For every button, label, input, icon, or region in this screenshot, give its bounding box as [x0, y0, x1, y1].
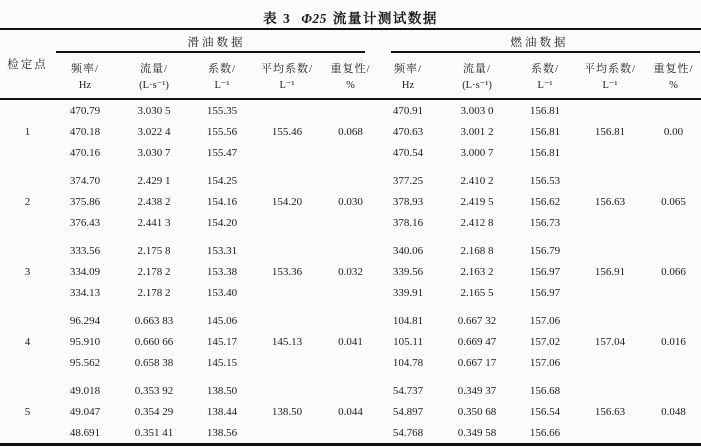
cell-average-coefficient-fuel: 156.91: [594, 265, 626, 278]
cell-frequency-fuel: 54.737: [392, 384, 424, 397]
cell-frequency-fuel: 378.93: [392, 195, 424, 208]
cell-flow-rate-lube: 0.351 41: [134, 426, 174, 439]
flowmeter-test-data-table: [0, 28, 701, 446]
cell-coefficient-fuel: 156.66: [529, 426, 561, 439]
col-header-lube-3: 平均系数/: [260, 62, 314, 75]
group-spacer-row: [0, 303, 701, 310]
cell-coefficient-lube: 138.44: [206, 405, 238, 418]
cell-average-coefficient-lube: 153.36: [271, 265, 303, 278]
cell-repeatability-fuel: 0.066: [661, 265, 686, 278]
col-unit-fuel-1: (L·s⁻¹): [438, 77, 516, 99]
group-spacer-row: [0, 233, 701, 240]
cell-coefficient-fuel: 156.97: [529, 265, 561, 278]
col-unit-fuel-3: L⁻¹: [574, 77, 646, 99]
group-spacer-row: [0, 373, 701, 380]
cell-average-coefficient-fuel: 156.63: [594, 405, 626, 418]
data-row-point5-run1: [0, 380, 701, 401]
cell-coefficient-lube: 138.56: [206, 426, 238, 439]
cell-average-coefficient-lube: 138.50: [271, 405, 303, 418]
cell-frequency-lube: 48.691: [69, 426, 101, 439]
group-spacer-row: [0, 163, 701, 170]
flowmeter-model: Φ25: [301, 11, 327, 26]
cell-coefficient-lube: 155.47: [206, 146, 238, 159]
cell-calibration-point: 4: [24, 335, 31, 348]
col-header-fuel-0: 频率/: [394, 62, 423, 75]
data-row-point2-run1: [0, 170, 701, 191]
cell-flow-rate-lube: 2.175 8: [137, 244, 171, 257]
cell-frequency-lube: 96.294: [69, 314, 101, 327]
col-unit-lube-3: L⁻¹: [251, 77, 323, 99]
col-header-fuel-3: 平均系数/: [584, 62, 637, 75]
cell-frequency-fuel: 54.768: [392, 426, 424, 439]
table-title: [0, 0, 701, 28]
cell-frequency-lube: 375.86: [69, 195, 101, 208]
cell-coefficient-fuel: 156.68: [529, 384, 561, 397]
cell-coefficient-lube: 138.50: [206, 384, 238, 397]
cell-coefficient-fuel: 156.81: [529, 104, 561, 117]
cell-flow-rate-fuel: 2.419 5: [460, 195, 494, 208]
cell-frequency-lube: 333.56: [69, 244, 101, 257]
cell-flow-rate-fuel: 0.350 68: [457, 405, 497, 418]
cell-repeatability-fuel: 0.065: [661, 195, 686, 208]
cell-calibration-point: 3: [24, 265, 31, 278]
cell-calibration-point: 5: [24, 405, 31, 418]
cell-coefficient-lube: 154.20: [206, 216, 238, 229]
table-number: 表 3: [263, 11, 292, 26]
cell-coefficient-fuel: 157.06: [529, 356, 561, 369]
col-unit-lube-2: L⁻¹: [193, 77, 251, 99]
cell-repeatability-fuel: 0.016: [661, 335, 686, 348]
cell-flow-rate-lube: 2.438 2: [137, 195, 171, 208]
table-header: [0, 29, 701, 99]
cell-flow-rate-lube: 0.658 38: [134, 356, 174, 369]
cell-coefficient-lube: 145.15: [206, 356, 238, 369]
cell-frequency-lube: 374.70: [69, 174, 101, 187]
cell-flow-rate-lube: 3.030 5: [137, 104, 171, 117]
cell-flow-rate-lube: 2.178 2: [137, 265, 171, 278]
cell-frequency-fuel: 377.25: [392, 174, 424, 187]
cell-flow-rate-lube: 0.660 66: [134, 335, 174, 348]
cell-repeatability-lube: 0.044: [338, 405, 363, 418]
col-unit-lube-1: (L·s⁻¹): [115, 77, 193, 99]
cell-frequency-fuel: 105.11: [393, 335, 423, 348]
cell-frequency-fuel: 104.78: [392, 356, 424, 369]
cell-coefficient-lube: 145.17: [206, 335, 238, 348]
group-header-row: [0, 29, 701, 53]
cell-flow-rate-lube: 2.441 3: [137, 216, 171, 229]
group-header-fuel-oil: 燃油数据: [378, 29, 701, 53]
cell-frequency-fuel: 340.06: [392, 244, 424, 257]
cell-repeatability-lube: 0.032: [338, 265, 363, 278]
cell-frequency-lube: 470.16: [69, 146, 101, 159]
spacer-cell: [0, 233, 701, 240]
cell-flow-rate-fuel: 3.003 0: [460, 104, 494, 117]
data-row-point1-run1: [0, 99, 701, 121]
cell-repeatability-lube: 0.041: [338, 335, 363, 348]
col-unit-lube-0: Hz: [55, 77, 115, 99]
cell-coefficient-fuel: 156.54: [529, 405, 561, 418]
col-header-lube-4: 重复性/: [330, 62, 371, 75]
cell-coefficient-fuel: 156.62: [529, 195, 561, 208]
cell-frequency-fuel: 470.63: [392, 125, 424, 138]
cell-coefficient-lube: 154.25: [206, 174, 238, 187]
cell-average-coefficient-lube: 145.13: [271, 335, 303, 348]
cell-flow-rate-fuel: 2.168 8: [460, 244, 494, 257]
cell-flow-rate-lube: 3.030 7: [137, 146, 171, 159]
cell-coefficient-fuel: 156.73: [529, 216, 561, 229]
corner-header-calibration-point: 检定点: [0, 29, 55, 99]
cell-frequency-lube: 49.018: [69, 384, 101, 397]
cell-frequency-fuel: 339.91: [392, 286, 424, 299]
group-header-lube-oil: 滑油数据: [55, 29, 378, 53]
cell-flow-rate-fuel: 3.000 7: [460, 146, 494, 159]
cell-flow-rate-fuel: 0.667 32: [457, 314, 497, 327]
cell-frequency-lube: 470.18: [69, 125, 101, 138]
cell-frequency-fuel: 339.56: [392, 265, 424, 278]
col-unit-fuel-0: Hz: [378, 77, 438, 99]
cell-average-coefficient-fuel: 156.81: [594, 125, 626, 138]
spacer-cell: [0, 373, 701, 380]
data-row-point3-run1: [0, 240, 701, 261]
cell-frequency-fuel: 54.897: [392, 405, 424, 418]
cell-flow-rate-lube: 2.429 1: [137, 174, 171, 187]
table-body: [0, 99, 701, 445]
column-unit-row: [0, 77, 701, 99]
col-unit-lube-4: %: [323, 77, 378, 99]
cell-flow-rate-fuel: 0.669 47: [457, 335, 497, 348]
cell-average-coefficient-fuel: 156.63: [594, 195, 626, 208]
cell-coefficient-lube: 155.35: [206, 104, 238, 117]
cell-frequency-fuel: 470.54: [392, 146, 424, 159]
cell-repeatability-lube: 0.068: [338, 125, 363, 138]
cell-flow-rate-fuel: 2.165 5: [460, 286, 494, 299]
cell-flow-rate-lube: 3.022 4: [137, 125, 171, 138]
cell-flow-rate-fuel: 2.412 8: [460, 216, 494, 229]
cell-flow-rate-lube: 0.354 29: [134, 405, 174, 418]
cell-coefficient-fuel: 156.79: [529, 244, 561, 257]
cell-coefficient-fuel: 156.97: [529, 286, 561, 299]
cell-frequency-lube: 334.13: [69, 286, 101, 299]
cell-flow-rate-lube: 0.353 92: [134, 384, 174, 397]
cell-coefficient-fuel: 156.81: [529, 146, 561, 159]
cell-repeatability-lube: 0.030: [338, 195, 363, 208]
cell-coefficient-fuel: 156.81: [529, 125, 561, 138]
cell-frequency-lube: 334.09: [69, 265, 101, 278]
cell-coefficient-lube: 155.56: [206, 125, 238, 138]
cell-flow-rate-fuel: 2.410 2: [460, 174, 494, 187]
cell-coefficient-lube: 154.16: [206, 195, 238, 208]
col-header-lube-1: 流量/: [139, 62, 169, 75]
cell-flow-rate-fuel: 0.349 58: [457, 426, 497, 439]
cell-flow-rate-fuel: 0.349 37: [457, 384, 497, 397]
col-unit-fuel-2: L⁻¹: [516, 77, 574, 99]
cell-repeatability-fuel: 0.00: [663, 125, 684, 138]
col-header-lube-2: 系数/: [207, 62, 237, 75]
cell-flow-rate-lube: 0.663 83: [134, 314, 174, 327]
cell-coefficient-fuel: 156.53: [529, 174, 561, 187]
cell-average-coefficient-fuel: 157.04: [594, 335, 626, 348]
column-name-row: [0, 53, 701, 77]
cell-coefficient-lube: 153.31: [206, 244, 238, 257]
cell-average-coefficient-lube: 155.46: [271, 125, 303, 138]
cell-frequency-fuel: 378.16: [392, 216, 424, 229]
cell-frequency-lube: 376.43: [69, 216, 101, 229]
col-unit-fuel-4: %: [646, 77, 701, 99]
cell-coefficient-lube: 153.40: [206, 286, 238, 299]
cell-flow-rate-fuel: 2.163 2: [460, 265, 494, 278]
cell-frequency-lube: 49.047: [69, 405, 101, 418]
cell-coefficient-fuel: 157.06: [529, 314, 561, 327]
spacer-cell: [0, 163, 701, 170]
cell-repeatability-fuel: 0.048: [661, 405, 686, 418]
cell-flow-rate-fuel: 3.001 2: [460, 125, 494, 138]
table-title-text: 流量计测试数据: [332, 11, 438, 26]
cell-frequency-fuel: 104.81: [392, 314, 424, 327]
cell-frequency-lube: 470.79: [69, 104, 101, 117]
cell-frequency-lube: 95.910: [69, 335, 101, 348]
cell-frequency-lube: 95.562: [69, 356, 101, 369]
cell-coefficient-fuel: 157.02: [529, 335, 561, 348]
cell-frequency-fuel: 470.91: [392, 104, 424, 117]
cell-flow-rate-lube: 2.178 2: [137, 286, 171, 299]
cell-coefficient-lube: 153.38: [206, 265, 238, 278]
cell-flow-rate-fuel: 0.667 17: [457, 356, 497, 369]
cell-calibration-point: 2: [24, 195, 31, 208]
col-header-fuel-2: 系数/: [531, 62, 560, 75]
col-header-lube-0: 频率/: [70, 62, 100, 75]
col-header-fuel-4: 重复性/: [653, 62, 694, 75]
spacer-cell: [0, 303, 701, 310]
cell-average-coefficient-lube: 154.20: [271, 195, 303, 208]
data-row-point4-run1: [0, 310, 701, 331]
col-header-fuel-1: 流量/: [463, 62, 492, 75]
cell-coefficient-lube: 145.06: [206, 314, 238, 327]
cell-calibration-point: 1: [24, 125, 31, 138]
